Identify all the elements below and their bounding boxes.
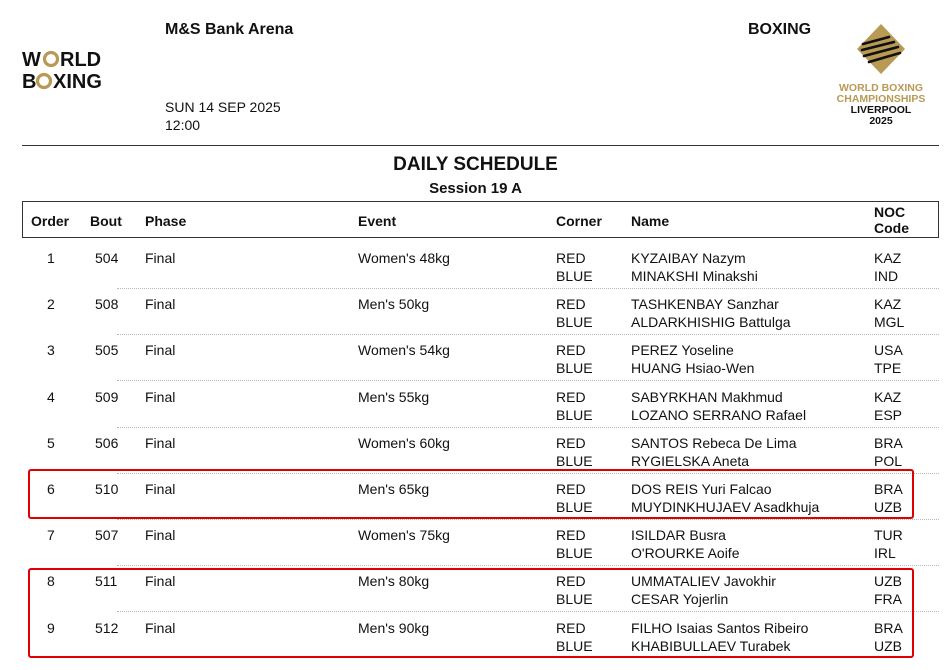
col-noc: NOC <box>874 204 906 220</box>
bout-event: Women's 60kg <box>358 435 450 451</box>
bout-bout: 506 <box>95 435 119 451</box>
bout-event: Women's 48kg <box>358 250 450 266</box>
blue-corner: BLUE <box>556 360 593 376</box>
row-divider <box>117 334 939 335</box>
row-divider <box>117 427 939 428</box>
bout-bout: 512 <box>95 620 119 636</box>
bout-order: 1 <box>47 250 55 266</box>
red-noc-code: UZB <box>874 573 902 589</box>
session-datetime <box>165 98 281 134</box>
svg-text:XING: XING <box>53 71 102 91</box>
bout-phase: Final <box>145 296 176 312</box>
row-divider <box>117 565 939 566</box>
svg-text:W: W <box>22 49 41 71</box>
session-date: SUN 14 SEP 2025 <box>165 99 281 115</box>
bout-phase: Final <box>145 620 176 636</box>
bout-phase: Final <box>145 527 176 543</box>
bout-event: Men's 65kg <box>358 481 430 497</box>
session-title: Session 19 A <box>429 180 522 197</box>
highlight-box <box>28 469 914 519</box>
blue-corner: BLUE <box>556 591 593 607</box>
bout-order: 6 <box>47 481 55 497</box>
blue-name: RYGIELSKA Aneta <box>631 453 750 469</box>
bout-bout: 505 <box>95 342 119 358</box>
red-noc-code: BRA <box>874 435 903 451</box>
blue-corner: BLUE <box>556 314 593 330</box>
blue-name: ALDARKHISHIG Battulga <box>631 314 791 330</box>
red-corner: RED <box>556 481 586 497</box>
red-corner: RED <box>556 435 586 451</box>
red-corner: RED <box>556 620 586 636</box>
blue-name: HUANG Hsiao-Wen <box>631 360 755 376</box>
event-logo-line1: WORLD BOXING <box>839 82 923 94</box>
event-logo-text <box>826 83 936 127</box>
col-code: Code <box>874 220 909 236</box>
table-header <box>22 201 939 238</box>
bout-event: Women's 75kg <box>358 527 450 543</box>
blue-noc-code: IRL <box>874 545 896 561</box>
page-title: DAILY SCHEDULE <box>393 154 558 175</box>
bout-bout: 510 <box>95 481 119 497</box>
bout-order: 9 <box>47 620 55 636</box>
bout-order: 8 <box>47 573 55 589</box>
blue-name: MINAKSHI Minakshi <box>631 268 758 284</box>
blue-noc-code: UZB <box>874 638 902 654</box>
red-corner: RED <box>556 250 586 266</box>
sport: BOXING <box>748 21 812 38</box>
red-noc-code: TUR <box>874 527 903 543</box>
red-name: SABYRKHAN Makhmud <box>631 389 783 405</box>
row-divider <box>117 519 939 520</box>
bout-phase: Final <box>145 342 176 358</box>
blue-corner: BLUE <box>556 268 593 284</box>
bout-bout: 504 <box>95 250 119 266</box>
bout-order: 2 <box>47 296 55 312</box>
bout-phase: Final <box>145 389 176 405</box>
world-boxing-logo <box>22 49 152 91</box>
blue-corner: BLUE <box>556 453 593 469</box>
event-logo-line3: LIVERPOOL <box>850 104 912 116</box>
red-name: DOS REIS Yuri Falcao <box>631 481 772 497</box>
bout-phase: Final <box>145 435 176 451</box>
svg-text:RLD: RLD <box>60 49 102 71</box>
blue-corner: BLUE <box>556 545 593 561</box>
red-corner: RED <box>556 573 586 589</box>
red-name: SANTOS Rebeca De Lima <box>631 435 797 451</box>
row-divider <box>117 380 939 381</box>
header-divider <box>22 145 939 146</box>
bout-bout: 508 <box>95 296 119 312</box>
blue-name: KHABIBULLAEV Turabek <box>631 638 791 654</box>
blue-corner: BLUE <box>556 499 593 515</box>
red-name: TASHKENBAY Sanzhar <box>631 296 779 312</box>
event-logo-line2: CHAMPIONSHIPS <box>836 93 926 105</box>
blue-name: CESAR Yojerlin <box>631 591 729 607</box>
bout-order: 7 <box>47 527 55 543</box>
blue-noc-code: POL <box>874 453 903 469</box>
championships-emblem-icon <box>826 22 936 78</box>
bout-order: 4 <box>47 389 55 405</box>
red-name: KYZAIBAY Nazym <box>631 250 746 266</box>
col-name: Name <box>631 213 670 229</box>
blue-name: O'ROURKE Aoife <box>631 545 740 561</box>
red-name: PEREZ Yoseline <box>631 342 734 358</box>
blue-corner: BLUE <box>556 407 593 423</box>
col-phase: Phase <box>145 213 187 229</box>
red-corner: RED <box>556 342 586 358</box>
blue-name: LOZANO SERRANO Rafael <box>631 407 807 423</box>
bout-bout: 509 <box>95 389 119 405</box>
highlight-box <box>28 568 914 658</box>
red-name: UMMATALIEV Javokhir <box>631 573 776 589</box>
blue-noc-code: UZB <box>874 499 902 515</box>
session-time: 12:00 <box>165 117 201 133</box>
event-logo-line4: 2025 <box>869 115 893 127</box>
venue: M&S Bank Arena <box>165 21 294 38</box>
blue-corner: BLUE <box>556 638 593 654</box>
col-bout: Bout <box>90 213 122 229</box>
bout-phase: Final <box>145 573 176 589</box>
red-noc-code: USA <box>874 342 903 358</box>
bout-order: 5 <box>47 435 55 451</box>
red-noc-code: KAZ <box>874 389 902 405</box>
bout-bout: 507 <box>95 527 119 543</box>
blue-noc-code: MGL <box>874 314 905 330</box>
red-noc-code: BRA <box>874 620 903 636</box>
bout-bout: 511 <box>95 573 118 589</box>
blue-name: MUYDINKHUJAEV Asadkhuja <box>631 499 820 515</box>
bout-event: Women's 54kg <box>358 342 450 358</box>
red-corner: RED <box>556 296 586 312</box>
red-name: FILHO Isaias Santos Ribeiro <box>631 620 809 636</box>
bout-event: Men's 50kg <box>358 296 430 312</box>
championships-logo <box>826 22 936 127</box>
col-corner: Corner <box>556 213 602 229</box>
col-order: Order <box>31 213 70 229</box>
bout-event: Men's 90kg <box>358 620 430 636</box>
col-event: Event <box>358 213 397 229</box>
red-noc-code: BRA <box>874 481 903 497</box>
blue-noc-code: FRA <box>874 591 902 607</box>
red-noc-code: KAZ <box>874 250 902 266</box>
red-corner: RED <box>556 527 586 543</box>
blue-noc-code: IND <box>874 268 899 284</box>
red-noc-code: KAZ <box>874 296 902 312</box>
red-name: ISILDAR Busra <box>631 527 726 543</box>
bout-phase: Final <box>145 250 176 266</box>
blue-noc-code: TPE <box>874 360 902 376</box>
row-divider <box>117 288 939 289</box>
bout-order: 3 <box>47 342 55 358</box>
bout-event: Men's 80kg <box>358 573 430 589</box>
bout-phase: Final <box>145 481 176 497</box>
bout-event: Men's 55kg <box>358 389 430 405</box>
svg-text:B: B <box>22 71 37 91</box>
red-corner: RED <box>556 389 586 405</box>
blue-noc-code: ESP <box>874 407 903 423</box>
